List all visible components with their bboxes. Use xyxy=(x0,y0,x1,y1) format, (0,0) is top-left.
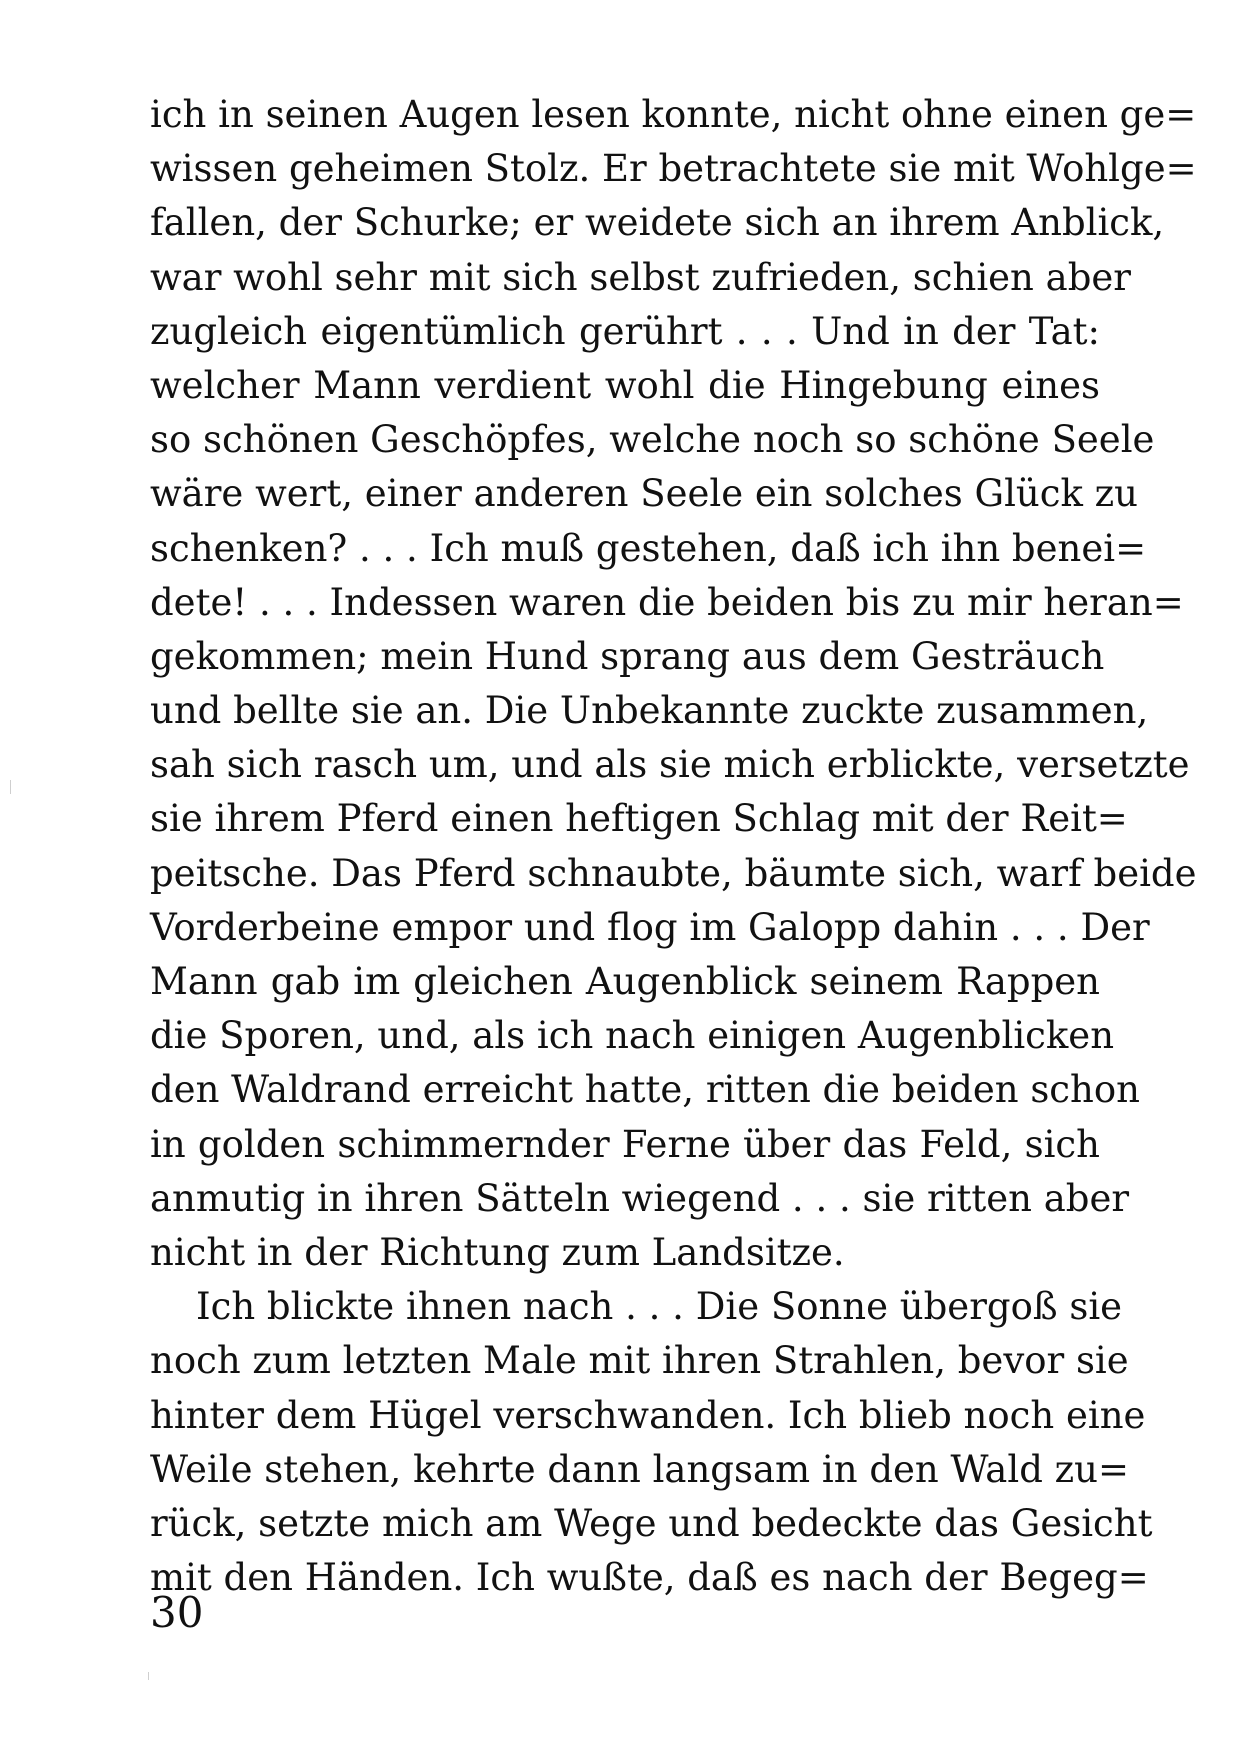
text-line: hinter dem Hügel verschwanden. Ich blieb noch eine xyxy=(150,1393,1146,1437)
text-line: den Waldrand erreicht hatte, ritten die beiden schon xyxy=(150,1068,1140,1112)
text-line: sah sich rasch um, und als sie mich erblickte, versetzte xyxy=(150,743,1190,787)
text-line: peitsche. Das Pferd schnaubte, bäumte sich, warf beide xyxy=(150,851,1197,895)
text-line: und bellte sie an. Die Unbekannte zuckte zusammen, xyxy=(150,689,1149,733)
text-line: noch zum letzten Male mit ihren Strahlen, bevor sie xyxy=(150,1339,1129,1383)
page-number: 30 xyxy=(150,1588,204,1637)
body-text xyxy=(150,88,1197,1605)
text-line: rück, setzte mich am Wege und bedeckte das Gesicht xyxy=(150,1501,1153,1545)
text-line: Vorderbeine empor und flog im Galopp dahin . . . Der xyxy=(150,905,1150,949)
paragraph-2 xyxy=(150,1280,1153,1605)
text-line: ich in seinen Augen lesen konnte, nicht ohne einen ge= xyxy=(150,93,1197,136)
text-line: gekommen; mein Hund sprang aus dem Gesträuch xyxy=(150,634,1105,678)
text-line: anmutig in ihren Sätteln wiegend . . . sie ritten aber xyxy=(150,1176,1130,1220)
text-line: Mann gab im gleichen Augenblick seinem Rappen xyxy=(150,960,1100,1003)
text-line: war wohl sehr mit sich selbst zufrieden, schien aber xyxy=(150,255,1131,299)
text-line: nicht in der Richtung zum Landsitze. xyxy=(150,1230,845,1274)
text-line: zugleich eigentümlich gerührt . . . Und in der Tat: xyxy=(150,309,1100,353)
margin-mark xyxy=(148,1672,149,1680)
text-line: Ich blickte ihnen nach . . . Die Sonne übergoß sie xyxy=(196,1285,1123,1329)
text-line: mit den Händen. Ich wußte, daß es nach der Begeg= xyxy=(150,1556,1149,1600)
text-line: welcher Mann verdient wohl die Hingebung eines xyxy=(150,363,1100,407)
text-line: die Sporen, und, als ich nach einigen Augenblicken xyxy=(150,1014,1115,1058)
text-line: fallen, der Schurke; er weidete sich an ihrem Anblick, xyxy=(150,201,1165,245)
margin-mark xyxy=(10,780,11,794)
text-line: wissen geheimen Stolz. Er betrachtete sie mit Wohlge= xyxy=(150,147,1197,191)
text-line: sie ihrem Pferd einen heftigen Schlag mit der Reit= xyxy=(150,797,1128,841)
text-line: wäre wert, einer anderen Seele ein solches Glück zu xyxy=(150,472,1138,516)
text-line: Weile stehen, kehrte dann langsam in den Wald zu= xyxy=(150,1447,1129,1491)
paragraph-1 xyxy=(150,88,1197,1280)
text-line: so schönen Geschöpfes, welche noch so schöne Seele xyxy=(150,418,1155,462)
text-line: schenken? . . . Ich muß gestehen, daß ich ihn benei= xyxy=(150,526,1147,570)
text-line: dete! . . . Indessen waren die beiden bis zu mir heran= xyxy=(150,580,1184,624)
text-line: in golden schimmernder Ferne über das Feld, sich xyxy=(150,1122,1100,1166)
